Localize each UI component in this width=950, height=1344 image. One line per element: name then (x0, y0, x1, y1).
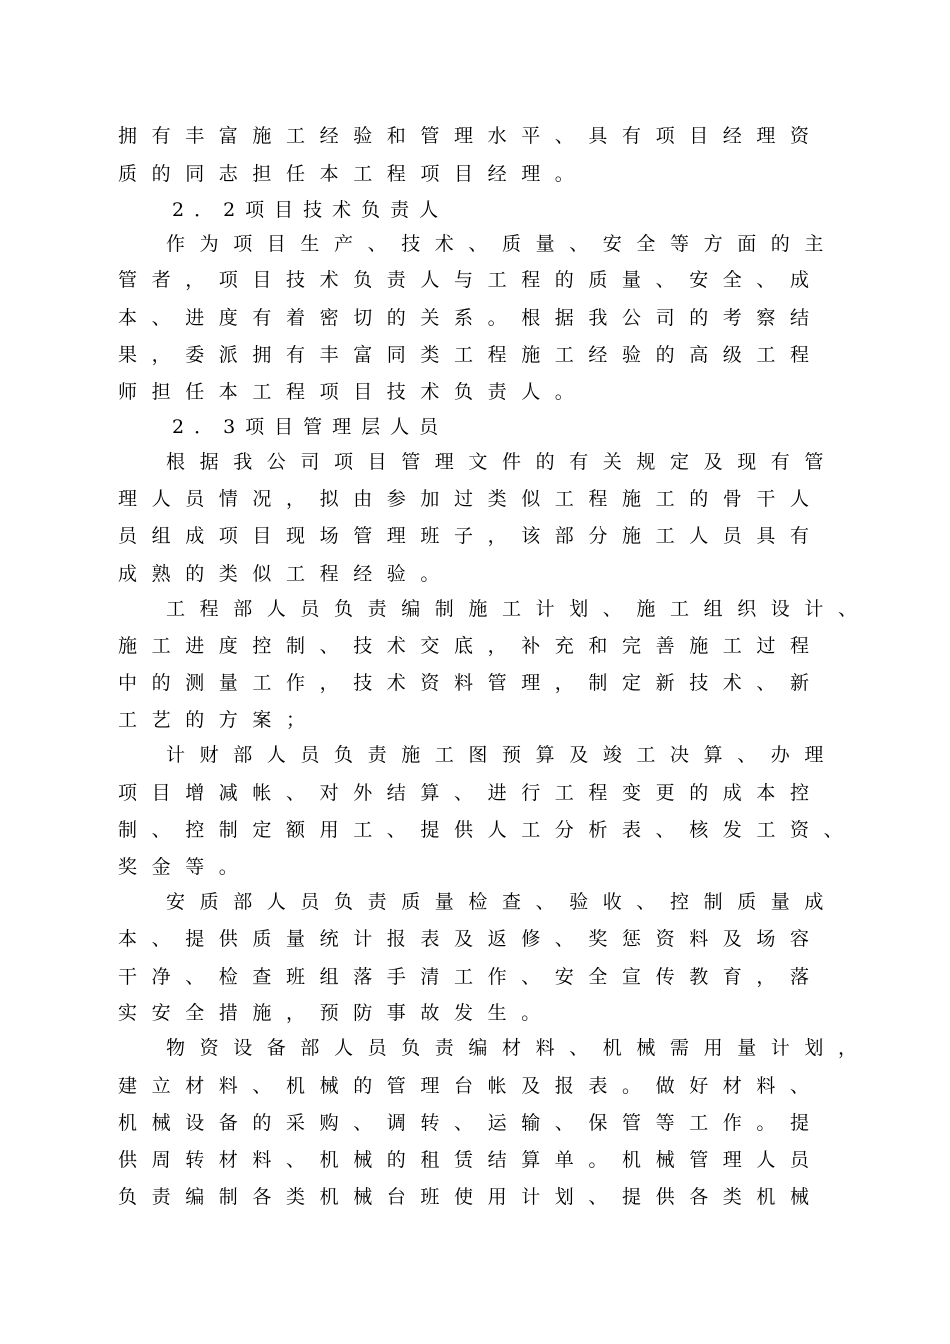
text-line: 项目增减帐、对外结算、进行工程变更的成本控 (118, 782, 824, 804)
text-line: 果，委派拥有丰富同类工程施工经验的高级工程 (118, 344, 824, 366)
text-line: 建立材料、机械的管理台帐及报表。做好材料、 (118, 1075, 824, 1097)
text-line: 本、进度有着密切的关系。根据我公司的考察结 (118, 307, 824, 329)
text-line: 施工进度控制、技术交底，补充和完善施工过程 (118, 635, 824, 657)
section-heading-2-3: 2．3项目管理层人员 (172, 416, 449, 438)
text-line: 奖金等。 (118, 856, 253, 878)
text-line: 员组成项目现场管理班子，该部分施工人员具有 (118, 525, 824, 547)
text-line: 计财部人员负责施工图预算及竣工决算、办理 (166, 744, 839, 766)
text-line: 机械设备的采购、调转、运输、保管等工作。提 (118, 1112, 824, 1134)
text-line: 工艺的方案； (118, 709, 320, 731)
text-line: 负责编制各类机械台班使用计划、提供各类机械 (118, 1186, 824, 1208)
text-line: 师担任本工程项目技术负责人。 (118, 381, 589, 403)
section-heading-2-2: 2．2项目技术负责人 (172, 199, 449, 221)
text-line: 管者，项目技术负责人与工程的质量、安全、成 (118, 269, 824, 291)
text-line: 本、提供质量统计报表及返修、奖惩资料及场容 (118, 928, 824, 950)
text-line: 工程部人员负责编制施工计划、施工组织设计、 (166, 598, 872, 620)
text-line: 物资设备部人员负责编材料、机械需用量计划， (166, 1037, 872, 1059)
text-line: 拥有丰富施工经验和管理水平、具有项目经理资 (118, 125, 824, 147)
text-line: 质的同志担任本工程项目经理。 (118, 163, 589, 185)
text-line: 根据我公司项目管理文件的有关规定及现有管 (166, 451, 839, 473)
text-line: 供周转材料、机械的租赁结算单。机械管理人员 (118, 1149, 824, 1171)
text-line: 成熟的类似工程经验。 (118, 563, 455, 585)
text-line: 实安全措施，预防事故发生。 (118, 1002, 555, 1024)
text-line: 作为项目生产、技术、质量、安全等方面的主 (166, 233, 839, 255)
text-line: 安质部人员负责质量检查、验收、控制质量成 (166, 891, 839, 913)
text-line: 理人员情况，拟由参加过类似工程施工的骨干人 (118, 488, 824, 510)
text-line: 中的测量工作，技术资料管理，制定新技术、新 (118, 672, 824, 694)
text-line: 干净、检查班组落手清工作、安全宣传教育，落 (118, 966, 824, 988)
text-line: 制、控制定额用工、提供人工分析表、核发工资、 (118, 819, 858, 841)
